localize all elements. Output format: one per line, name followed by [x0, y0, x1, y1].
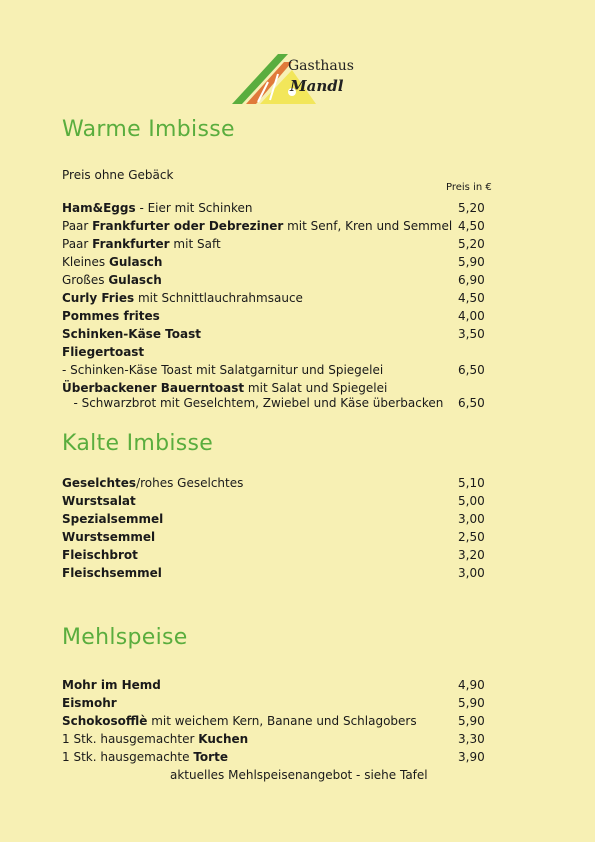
menu-item-name: Paar Frankfurter mit Saft — [62, 237, 221, 251]
menu-item-price: 3,30 — [458, 732, 485, 746]
logo-name: Gasthaus — [288, 58, 354, 74]
menu-item-name: Pommes frites — [62, 309, 160, 323]
menu-item-name: Schokosofflè mit weichem Kern, Banane und Schlagobers — [62, 714, 417, 728]
menu-item-name: 1 Stk. hausgemachter Kuchen — [62, 732, 249, 746]
menu-item-price: 5,90 — [458, 696, 485, 710]
menu-item-name: Curly Fries mit Schnittlauchrahmsauce — [62, 291, 303, 305]
menu-item-name: Geselchtes/rohes Geselchtes — [62, 476, 244, 490]
logo-sub: Mandl — [290, 77, 344, 95]
menu-item-price: 4,50 — [458, 291, 485, 305]
menu-item-name: Spezialsemmel — [62, 512, 164, 526]
menu-item-price: 5,20 — [458, 237, 485, 251]
menu-item-name: Fleischbrot — [62, 548, 138, 562]
section-title-cold: Kalte Imbisse — [62, 431, 214, 456]
menu-item-price: 3,00 — [458, 566, 485, 580]
menu-item-price: 6,50 — [458, 363, 485, 377]
menu-item-name: - Schwarzbrot mit Geselchtem, Zwiebel und Käse überbacken — [62, 396, 444, 410]
menu-item-name: Schinken-Käse Toast — [62, 327, 201, 341]
menu-item-name: Paar Frankfurter oder Debreziner mit Senf, Kren und Semmel — [62, 219, 453, 233]
section-title-dessert: Mehlspeise — [62, 625, 188, 650]
menu-item-name: Eismohr — [62, 696, 117, 710]
currency-heading: Preis in € — [446, 182, 492, 193]
menu-item-price: 6,90 — [458, 273, 485, 287]
menu-item-name: Mohr im Hemd — [62, 678, 161, 692]
menu-item-price: 5,90 — [458, 714, 485, 728]
menu-item-price: 3,90 — [458, 750, 485, 764]
menu-item-price: 6,50 — [458, 396, 485, 410]
menu-item-price: 4,90 — [458, 678, 485, 692]
menu-item-price: 5,10 — [458, 476, 485, 490]
menu-item-price: 5,20 — [458, 201, 485, 215]
menu-item-price: 3,20 — [458, 548, 485, 562]
menu-item-name: - Schinken-Käse Toast mit Salatgarnitur und Spiegelei — [62, 363, 384, 377]
menu-item-price: 5,90 — [458, 255, 485, 269]
menu-item-price: 2,50 — [458, 530, 485, 544]
menu-item-name: Großes Gulasch — [62, 273, 162, 287]
menu-item-price: 3,00 — [458, 512, 485, 526]
menu-item-name: Wurstsalat — [62, 494, 136, 508]
menu-item-name: Fleischsemmel — [62, 566, 162, 580]
section-title-warm: Warme Imbisse — [62, 117, 235, 142]
menu-item-price: 5,00 — [458, 494, 485, 508]
menu-item-name: 1 Stk. hausgemachte Torte — [62, 750, 228, 764]
dessert-footer-note: aktuelles Mehlspeisenangebot - siehe Tafel — [170, 768, 428, 782]
menu-item-name: Ham&Eggs - Eier mit Schinken — [62, 201, 253, 215]
logo — [230, 52, 370, 106]
menu-item-price: 4,00 — [458, 309, 485, 323]
menu-item-price: 4,50 — [458, 219, 485, 233]
menu-item-name: Fliegertoast — [62, 345, 145, 359]
menu-item-price: 3,50 — [458, 327, 485, 341]
menu-item-name: Wurstsemmel — [62, 530, 156, 544]
menu-item-name: Kleines Gulasch — [62, 255, 163, 269]
menu-item-name: Überbackener Bauerntoast mit Salat und Spiegelei — [62, 381, 388, 395]
price-note: Preis ohne Gebäck — [62, 168, 174, 182]
